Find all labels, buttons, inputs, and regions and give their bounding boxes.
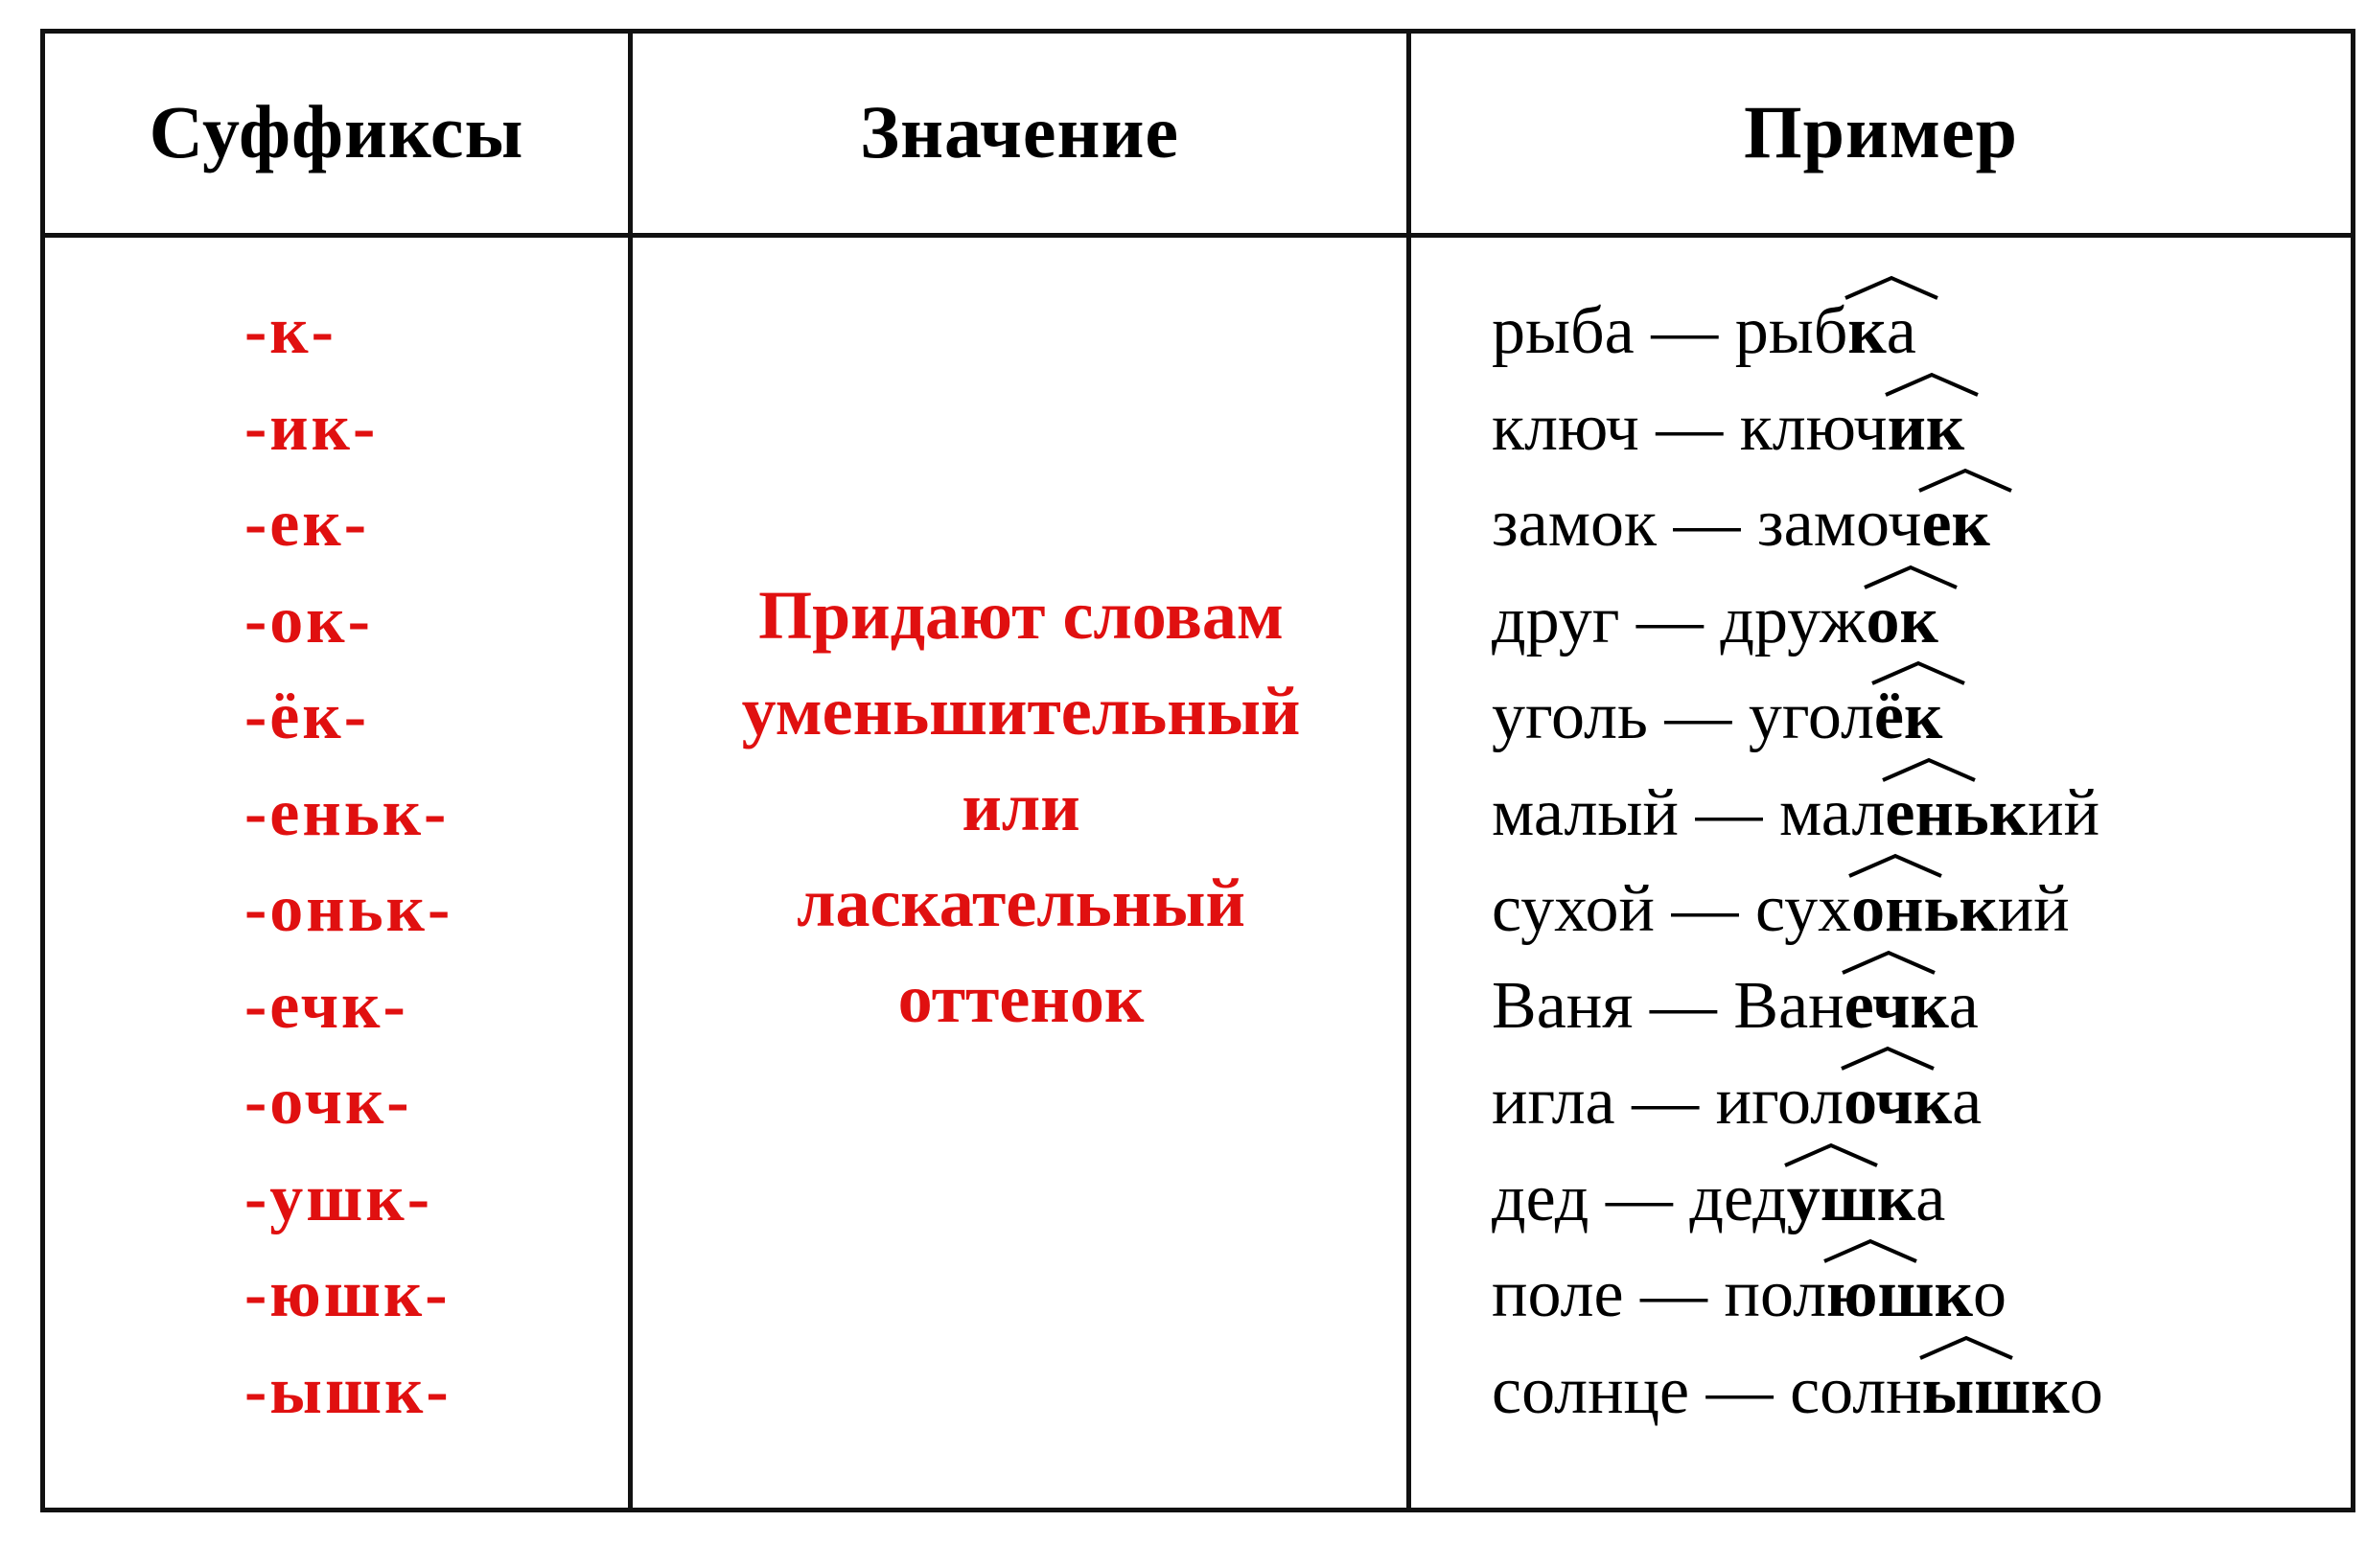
example-ending: ий [2028, 775, 2100, 850]
example-suffix-text: ышк [1921, 1353, 2070, 1428]
example-dash: — [1635, 583, 1704, 657]
example-row [1492, 1344, 2103, 1441]
example-dash: — [1673, 487, 1741, 561]
suffix-item: -к- [244, 294, 336, 368]
example-ending: а [1948, 968, 1979, 1043]
example-row [1492, 1151, 2103, 1248]
example-suffix [1786, 1161, 1916, 1235]
example-base-word: малый [1492, 775, 1679, 850]
example-ending: а [1952, 1065, 1983, 1139]
example-suffix-text: ек [1921, 487, 1990, 561]
suffix-arc-mark [1840, 1046, 1936, 1071]
meaning-text [633, 567, 1409, 1047]
example-base-word: игла [1492, 1065, 1615, 1139]
example-row [1492, 766, 2103, 863]
suffix-item: -ёк- [244, 680, 370, 753]
example-base-word: уголь [1492, 680, 1648, 753]
example-ending: ий [1997, 872, 2070, 946]
example-suffix [1921, 1353, 2070, 1428]
example-suffix [1844, 968, 1949, 1043]
example-suffix-text: ечк [1844, 968, 1949, 1043]
suffix-item: -ек- [244, 487, 370, 561]
example-suffix-text: оньк [1851, 872, 1998, 946]
header-meaning: Значение [859, 89, 1180, 173]
example-dash: — [1656, 390, 1724, 465]
example-base-word: друг [1492, 583, 1620, 657]
suffix-item: -ышк- [244, 1353, 452, 1428]
example-suffix-text: ёк [1873, 680, 1943, 753]
example-base-word: дед [1492, 1161, 1589, 1235]
example-suffix-text: юшк [1826, 1257, 1973, 1331]
example-row [1492, 958, 2103, 1055]
example-row [1492, 862, 2103, 958]
suffix-item: -ечк- [244, 968, 408, 1043]
suffix-arc-mark [1844, 275, 1939, 300]
suffix-item: -оньк- [244, 872, 453, 946]
suffix-arc-mark [1841, 950, 1937, 975]
suffix-arc-mark [1918, 1335, 2014, 1360]
example-list [1492, 284, 2103, 1440]
suffix-item: -ок- [244, 583, 373, 657]
suffix-arc-mark [1847, 853, 1943, 878]
suffix-arc-mark [1870, 660, 1966, 685]
example-suffix-text: к [1847, 294, 1887, 368]
example-base-word: солнце [1492, 1353, 1690, 1428]
example-suffix-text: еньк [1885, 775, 2029, 850]
example-suffix-text: очк [1844, 1065, 1953, 1139]
example-row [1492, 573, 2103, 670]
meaning-line: оттенок [897, 960, 1145, 1037]
example-suffix [1844, 1065, 1953, 1139]
example-stem: мал [1778, 775, 1886, 850]
suffix-arc-mark [1783, 1142, 1879, 1167]
example-suffix [1866, 583, 1938, 657]
example-dash: — [1705, 1353, 1774, 1428]
example-dash: — [1664, 680, 1732, 753]
suffix-arc-mark [1917, 468, 2013, 493]
example-ending: о [1972, 1257, 2006, 1331]
suffix-item: -ушк- [244, 1161, 433, 1235]
example-base-word: рыба [1492, 294, 1635, 368]
header-example: Пример [1743, 89, 2019, 173]
example-row [1492, 476, 2103, 573]
example-stem: ключ [1739, 390, 1888, 465]
suffix-arc-mark [1822, 1238, 1918, 1263]
suffix-list [244, 284, 452, 1440]
example-stem: угол [1748, 680, 1874, 753]
example-stem: солн [1790, 1353, 1922, 1428]
example-suffix-text: ушк [1786, 1161, 1916, 1235]
example-dash: — [1632, 1065, 1700, 1139]
example-base-word: поле [1492, 1257, 1624, 1331]
example-suffix [1851, 872, 1998, 946]
example-row [1492, 1247, 2103, 1344]
example-suffix [1921, 487, 1990, 561]
example-suffix [1885, 775, 2029, 850]
example-stem: игол [1715, 1065, 1844, 1139]
meaning-line: или [962, 769, 1080, 845]
example-suffix-text: ик [1887, 390, 1965, 465]
example-dash: — [1649, 968, 1717, 1043]
example-stem: рыб [1734, 294, 1848, 368]
example-row [1492, 380, 2103, 477]
example-base-word: сухой [1492, 872, 1655, 946]
example-dash: — [1671, 872, 1739, 946]
header-suffixes: Суффиксы [149, 89, 524, 173]
example-base-word: Ваня [1492, 968, 1634, 1043]
suffix-arc-mark [1881, 757, 1977, 782]
example-row [1492, 1054, 2103, 1151]
example-dash: — [1640, 1257, 1708, 1331]
example-stem: пол [1724, 1257, 1827, 1331]
example-ending: о [2069, 1353, 2103, 1428]
example-suffix [1847, 294, 1887, 368]
example-row [1492, 669, 2103, 766]
example-base-word: замок [1492, 487, 1658, 561]
example-suffix [1873, 680, 1943, 753]
example-ending: а [1886, 294, 1916, 368]
example-stem: друж [1720, 583, 1867, 657]
example-ending: а [1915, 1161, 1946, 1235]
example-dash: — [1651, 294, 1719, 368]
example-dash: — [1695, 775, 1763, 850]
example-row [1492, 284, 2103, 380]
meaning-line: Придают словам [758, 577, 1284, 654]
example-suffix [1826, 1257, 1973, 1331]
example-stem: Ван [1733, 968, 1844, 1043]
example-stem: дед [1689, 1161, 1787, 1235]
suffix-item: -ик- [244, 390, 379, 465]
example-base-word: ключ [1492, 390, 1639, 465]
suffix-item: -еньк- [244, 775, 450, 850]
suffix-item: -очк- [244, 1065, 412, 1139]
suffix-arc-mark [1884, 372, 1980, 397]
suffix-item: -юшк- [244, 1257, 451, 1331]
meaning-line: уменьшительный [741, 673, 1301, 749]
suffix-arc-mark [1863, 565, 1959, 589]
example-stem: сух [1754, 872, 1852, 946]
example-suffix-text: ок [1866, 583, 1938, 657]
example-dash: — [1605, 1161, 1673, 1235]
example-stem: замоч [1757, 487, 1922, 561]
example-suffix [1887, 390, 1965, 465]
meaning-line: ласкательный [797, 865, 1245, 941]
